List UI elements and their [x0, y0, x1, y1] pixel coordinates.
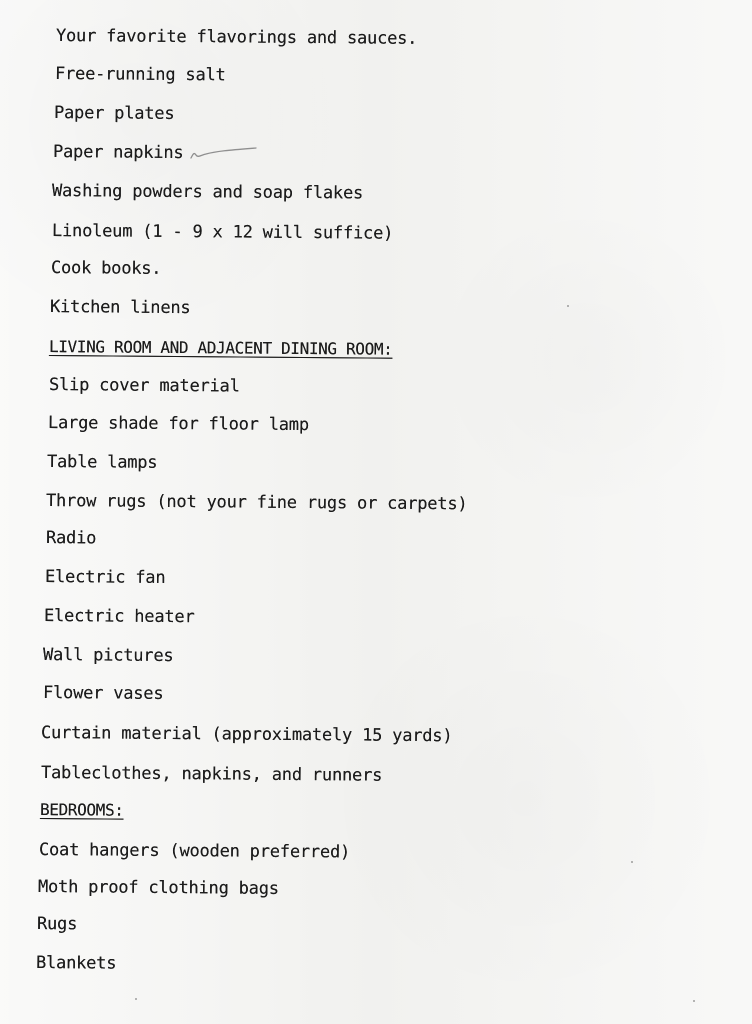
list-item-paper-napkins: Paper napkins — [52, 142, 184, 164]
list-item-kitchen-linens: Kitchen linens — [49, 297, 191, 319]
list-item-flavorings-sauces: Your favorite flavorings and sauces. — [55, 26, 418, 49]
section-heading-bedrooms: BEDROOMS: — [39, 800, 124, 820]
paper-speck — [631, 861, 633, 863]
list-item-curtain-material: Curtain material (approximately 15 yards) — [40, 723, 453, 747]
list-item-wall-pictures: Wall pictures — [42, 645, 174, 667]
list-item-blankets: Blankets — [35, 953, 117, 974]
list-item-flower-vases: Flower vases — [42, 683, 164, 704]
list-item-coat-hangers: Coat hangers (wooden preferred) — [38, 840, 351, 863]
list-item-large-shade-floor-lamp: Large shade for floor lamp — [47, 413, 309, 436]
pencil-check-mark — [186, 142, 262, 164]
list-item-free-running-salt: Free-running salt — [54, 64, 226, 86]
list-item-slip-cover-material: Slip cover material — [48, 375, 240, 397]
section-heading-living-dining-room: LIVING ROOM AND ADJACENT DINING ROOM: — [48, 337, 393, 359]
list-item-electric-heater: Electric heater — [43, 606, 195, 628]
paper-speck — [567, 305, 569, 307]
list-item-electric-fan: Electric fan — [44, 567, 166, 588]
list-item-throw-rugs: Throw rugs (not your fine rugs or carpets) — [45, 491, 468, 515]
list-item-linoleum: Linoleum (1 - 9 x 12 will suffice) — [51, 221, 394, 244]
paper-speck — [135, 998, 137, 1000]
list-item-cook-books: Cook books. — [50, 258, 162, 279]
list-item-washing-powders-soap-flakes: Washing powders and soap flakes — [51, 181, 364, 204]
list-item-rugs: Rugs — [36, 914, 78, 935]
paper-speck — [693, 1000, 695, 1002]
list-item-paper-plates: Paper plates — [53, 103, 175, 124]
list-item-tablecloths-napkins-runners: Tableclothes, napkins, and runners — [40, 763, 383, 786]
list-item-moth-proof-clothing-bags: Moth proof clothing bags — [37, 877, 279, 899]
list-item-radio: Radio — [45, 528, 97, 549]
list-item-table-lamps: Table lamps — [46, 452, 158, 473]
